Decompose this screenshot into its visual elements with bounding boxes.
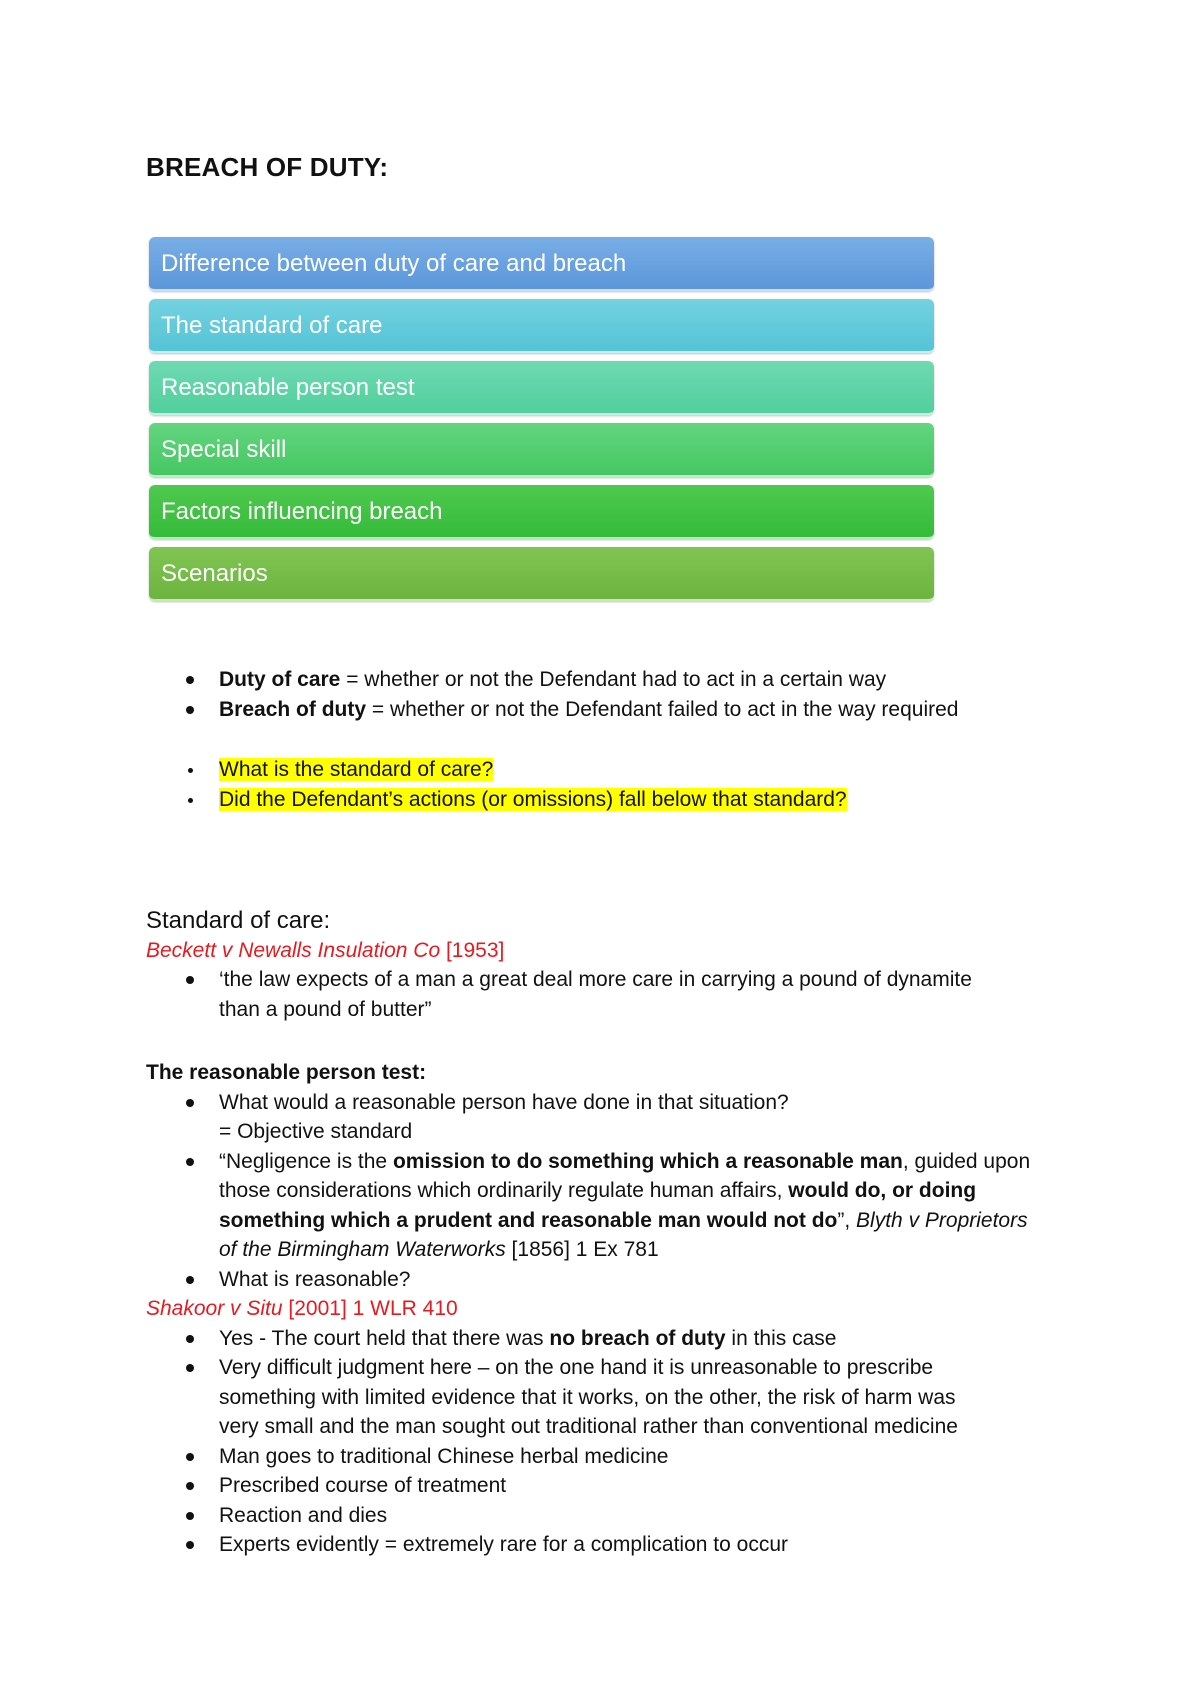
- list-item: [146, 665, 1066, 695]
- quote-line: than a pound of butter”: [219, 997, 432, 1021]
- section-heading: The reasonable person test:: [146, 1061, 427, 1084]
- text-line: Very difficult judgment here – on the one hand it is unreasonable to prescribe: [219, 1356, 934, 1379]
- topic-box: The standard of care: [149, 299, 934, 353]
- definitions: [146, 665, 1066, 724]
- definition-text: = whether or not the Defendant failed to act in the way required: [366, 697, 959, 721]
- highlighted-question: Did the Defendant’s actions (or omissions) fall below that standard?: [219, 787, 847, 811]
- text-run: in this case: [725, 1326, 837, 1350]
- list-item: [146, 1353, 1066, 1442]
- list-item: [146, 1324, 1066, 1354]
- text-line: something with limited evidence that it works, on the other, the risk of harm was: [219, 1385, 956, 1409]
- term: Breach of duty: [219, 697, 367, 721]
- topic-box: Special skill: [149, 423, 934, 477]
- quote-line: ‘the law expects of a man a great deal more care in carrying a pound of dynamite: [219, 968, 972, 991]
- topic-box: Difference between duty of care and breach: [149, 237, 934, 291]
- list-item: Prescribed course of treatment: [146, 1471, 1066, 1501]
- reasonable-section: [146, 1058, 1066, 1560]
- case-name: Blyth v Proprietors: [856, 1208, 1028, 1232]
- topic-list: [149, 237, 934, 609]
- case-year: [1953]: [440, 938, 505, 962]
- term: Duty of care: [219, 668, 341, 691]
- text-line: What is reasonable?: [219, 1267, 411, 1291]
- topic-box: Factors influencing breach: [149, 485, 934, 539]
- standard-section: [146, 906, 1066, 1024]
- case-year: [2001] 1 WLR 410: [282, 1297, 458, 1320]
- case-citation: [146, 936, 1066, 966]
- text-run: would do, or doing: [788, 1179, 977, 1202]
- text-run: “Negligence is the: [219, 1149, 393, 1173]
- list-item: [146, 965, 1066, 1024]
- text-run: something which a prudent and reasonable man would not do: [219, 1208, 838, 1232]
- topic-box: Scenarios: [149, 547, 934, 601]
- text-run: , guided upon: [902, 1149, 1031, 1173]
- key-questions: [146, 755, 1066, 814]
- case-name: Shakoor v Situ: [146, 1297, 283, 1320]
- list-item: Experts evidently = extremely rare for a complication to occur: [146, 1530, 1066, 1560]
- list-item: [146, 785, 1066, 815]
- list-item: Man goes to traditional Chinese herbal medicine: [146, 1442, 1066, 1472]
- text-run: ”,: [837, 1208, 857, 1232]
- list-item: [146, 1088, 1066, 1147]
- list-item: [146, 1265, 1066, 1295]
- list-item: Reaction and dies: [146, 1501, 1066, 1531]
- list-item: [146, 1147, 1066, 1265]
- topic-box: Reasonable person test: [149, 361, 934, 415]
- text-line: = Objective standard: [219, 1120, 413, 1143]
- case-name: Beckett v Newalls Insulation Co: [146, 938, 441, 962]
- case-citation: [146, 1294, 1066, 1324]
- case-name: of the Birmingham Waterworks: [219, 1238, 506, 1261]
- section-heading: Standard of care:: [146, 907, 331, 934]
- text-run: no breach of duty: [549, 1326, 726, 1350]
- page-title: BREACH OF DUTY:: [146, 152, 389, 182]
- text-line: What would a reasonable person have done in that situation?: [219, 1090, 789, 1114]
- text-run: omission to do something which a reasonable man: [392, 1149, 903, 1173]
- case-citation: [1856] 1 Ex 781: [505, 1238, 659, 1261]
- definition-text: = whether or not the Defendant had to act in a certain way: [340, 668, 887, 691]
- highlighted-question: What is the standard of care?: [219, 758, 494, 781]
- list-item: [146, 755, 1066, 785]
- text-line: very small and the man sought out traditional rather than conventional medicine: [219, 1415, 958, 1438]
- list-item: [146, 695, 1066, 725]
- text-run: those considerations which ordinarily regulate human affairs,: [219, 1179, 789, 1202]
- text-run: Yes - The court held that there was: [219, 1326, 550, 1350]
